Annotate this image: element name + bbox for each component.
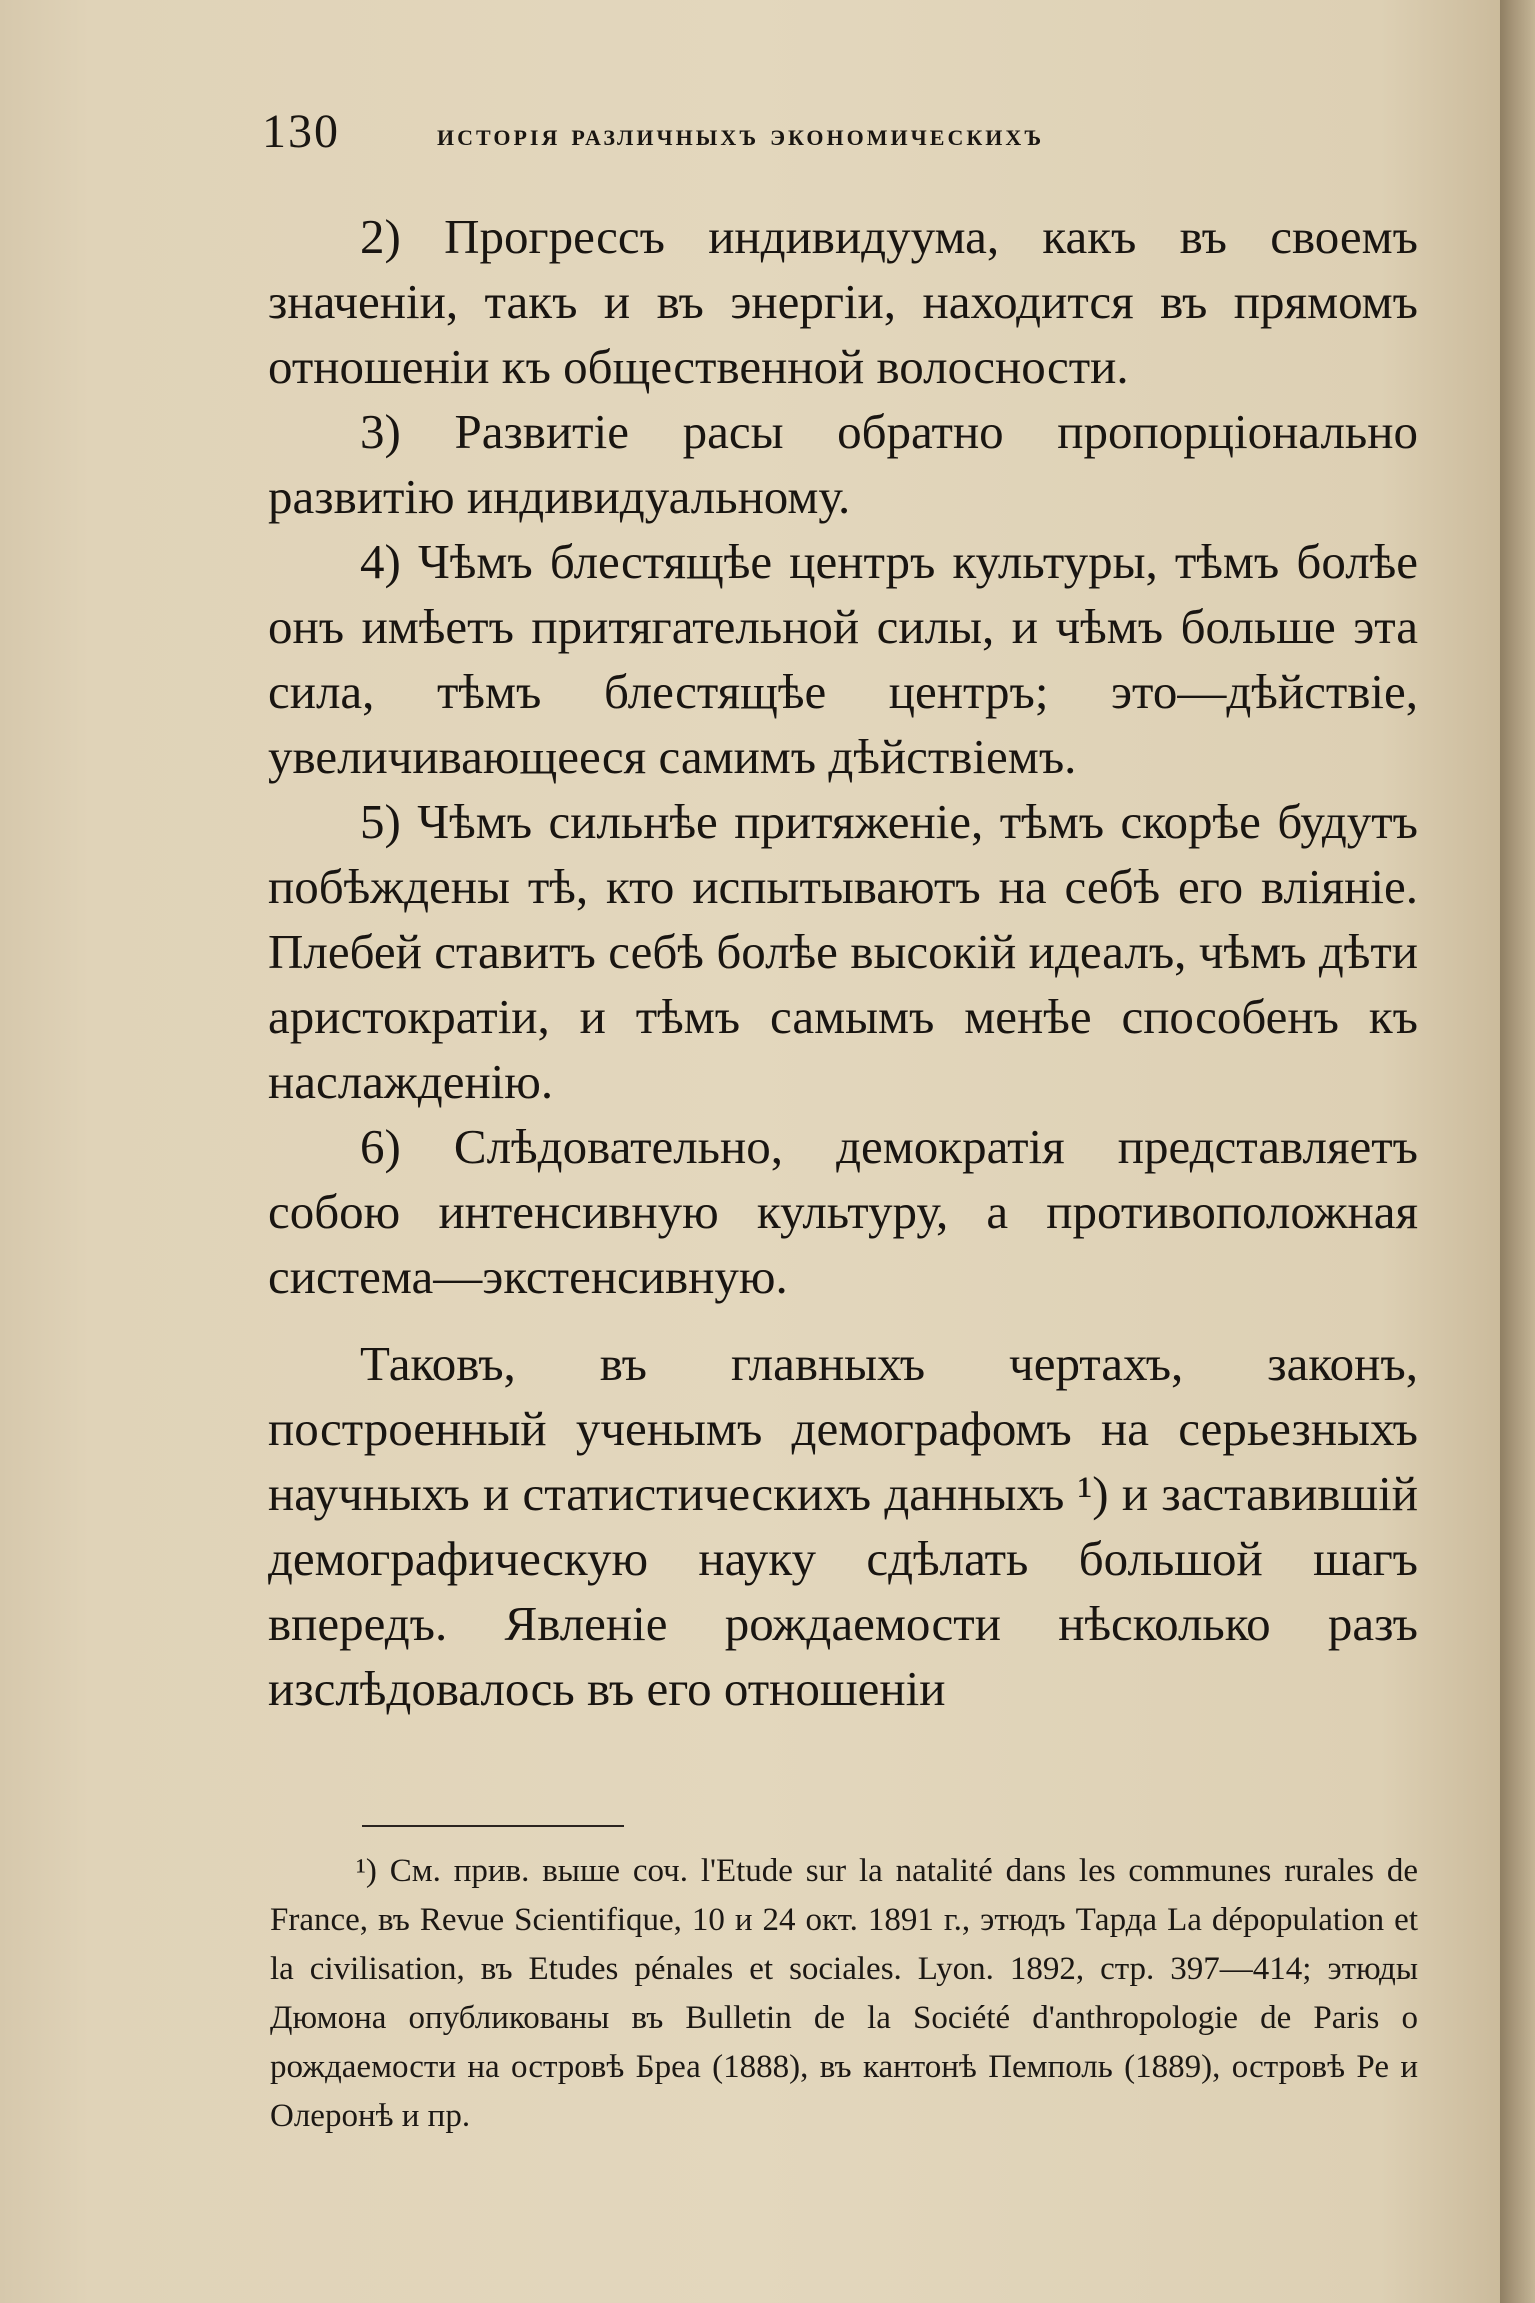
running-title: исторія различныхъ экономическихъ	[437, 116, 1045, 152]
footnote-divider	[362, 1825, 624, 1827]
page-number: 130	[262, 105, 340, 158]
paragraph-point-2: 2) Прогрессъ индивидуума, какъ въ своемъ значеніи, такъ и въ энергіи, находится въ прямомъ отношеніи къ общественной волосности.	[268, 209, 1418, 394]
paragraph-point-3: 3) Развитіе расы обратно пропорціонально развитію индивидуальному.	[268, 404, 1418, 524]
footnote: ¹) См. прив. выше соч. l'Etude sur la natalité dans les communes rurales de France, въ Revue Scientifique, 10 и 24 окт. 1891 г., этюдъ Тарда La dépopulation et la civilisation, въ Etudes pénales et sociales. Lyon. 1892, стр. 397—414; этюды Дюмона опубликованы въ Bulletin de la Société d'anthropologie de Paris о рождаемости на островѣ Бреа (1888), въ кантонѣ Пемполь (1889), островѣ Ре и Олеронѣ и пр.	[270, 1853, 1418, 2134]
paragraph-point-4: 4) Чѣмъ блестящѣе центръ культуры, тѣмъ болѣе онъ имѣетъ притягательной силы, и чѣмъ больше эта сила, тѣмъ блестящѣе центръ; это—дѣйствіе, увеличивающееся самимъ дѣйствіемъ.	[268, 534, 1418, 784]
running-head	[262, 104, 1292, 164]
paragraph-point-5: 5) Чѣмъ сильнѣе притяженіе, тѣмъ скорѣе будутъ побѣждены тѣ, кто испытываютъ на себѣ его вліяніе. Плебей ставитъ себѣ болѣе высокій идеалъ, чѣмъ дѣти аристократіи, и тѣмъ самымъ менѣе способенъ къ наслажденію.	[268, 794, 1418, 1109]
paragraph-point-6: 6) Слѣдовательно, демократія представляетъ собою интенсивную культуру, а противоположная система—экстенсивную.	[268, 1119, 1418, 1304]
paragraph-summary: Таковъ, въ главныхъ чертахъ, законъ, построенный ученымъ демографомъ на серьезныхъ научныхъ и статистическихъ данныхъ ¹) и заставившій демографическую науку сдѣлать большой шагъ впередъ. Явленіе рождаемости нѣсколько разъ изслѣдовалось въ его отношеніи	[268, 1336, 1418, 1716]
body-text	[268, 204, 1418, 1721]
book-page-edge	[1500, 0, 1535, 2303]
